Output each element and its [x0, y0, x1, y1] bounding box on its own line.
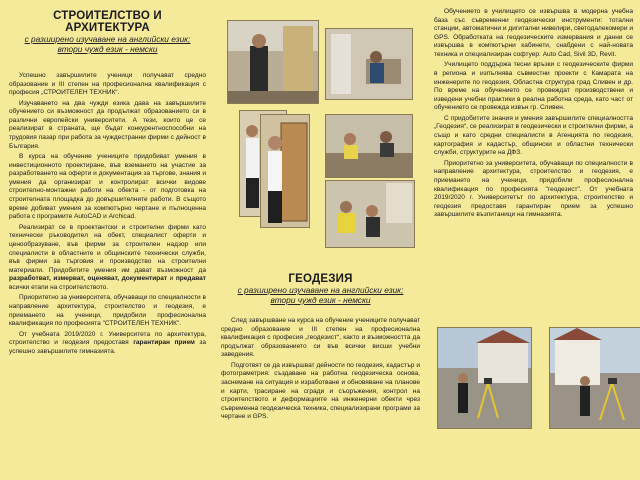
architecture-title: СТРОИТЕЛСТВО И АРХИТЕКТУРА [53, 10, 162, 34]
workshop-photo-collage [213, 0, 426, 255]
architecture-paragraph: В курса на обучение учениците придобиват умения в инвестиционното проектиране, във вземането на участие за разработването на оферти и документация за търгове, знания и умения да организират и контролират всички видове строително-монтажни работи на обекта - от подготовка на строителната площадка до довършителните работи. В същото време добиват умения за компютърно чертане и пълноценна работа с програмите AutoCAD и Archicad. [9, 153, 206, 221]
photo-student-with-panel [260, 114, 310, 228]
photo-tile-workshop [325, 28, 413, 100]
architecture-subtitle-1: с разширено изучаване на английски език; [24, 34, 191, 44]
training-paragraph: Приоритетно за университета, обучаващи по специалности в направление архитектура, строителство и геодезия, е приемането на ученици, придобили професионална квалификация по професията "геодезист". От учебната 2019/2020 г. Университетът по архитектура, строителство и геодезия предоставя гарантиран прием за успешно завършилите възпитаници на гимназията. [434, 159, 633, 219]
photo-students-classroom [325, 180, 415, 248]
photo-student-drilling [227, 20, 319, 104]
geodesy-column [213, 0, 426, 480]
training-paragraph: Училището поддържа тесни връзки с геодезическите фирми в региона и изпълнява съвместни проекти с Камарата на инженерите по геодезия, Областна структура град Сливен и др. По време на обучението се провеждат производствени и изведени учебни практики в реална работна среда, като част от обучението се провежда извън гр. Сливен. [434, 61, 633, 112]
photo-surveyor-street [437, 327, 532, 429]
architecture-subtitle-2: втори чужд език - немски [57, 44, 158, 54]
training-paragraph: Обучението в училището се извършва в модерна учебна база със съвременни геодезически инструменти: тотални станции, автоматични и дигитални нивелири, светодалекомери и GPS. Обработката на геодезическите измервания и данни се извършва в компютърни кабинети, снабдени с най-новата техника и специализиран софтуер: Auto Cad, Sivil 3D, Revit. [434, 8, 633, 58]
architecture-paragraph: Реализират се в проектантски и строителни фирми като технически ръководител на обект, специалист оферти и ценообразуване, във фирми за строителен надзор или специалисти в областните и общинските технически служби, във фирми за търговия и производство на строителни материали. Придобитите умения им дават възможност да разработват, измерват, оценяват, документират и предават всички етапи на строителството. [9, 223, 206, 291]
geodesy-subtitle-2: втори чужд език - немски [270, 295, 371, 305]
architecture-paragraph: Успешно завършилите ученици получават средно образование и III степен на професионална квалификация с професия „СТРОИТЕЛЕН ТЕХНИК“. [9, 72, 206, 97]
training-paragraph: С придобитите знания и умения завършилите специалността „Геодезия“, се реализират в геодезически и строителни фирми, а също и като средни специалисти в Агенцията по геодезия, картография и кадастър, общински и областни технически служби, структурите на ДФЗ. [434, 114, 633, 157]
survey-photos [434, 327, 634, 427]
geodesy-subtitle-1: с разширено изучаване на английски език; [237, 285, 404, 295]
geodesy-paragraph: Подготвят се да извършват дейности по геодезия, кадастър и фотограметрия: създаване на работна геодезическа основа, заснемане на ситуация и изработване и обновяване на планове и карти, трасиране на сгради и съоръжения, контрол на строителството и деформациите на инженерни обекти чрез съвременна геодезическа техника, специализирани програми за чертане и GPS. [221, 361, 420, 421]
architecture-paragraph: Приоритетно за университета, обучаващи по специалности в направление архитектура, строителство и геодезия, е приемането на ученици, придобили професионална квалификация по професията "СТРОИТЕЛЕН ТЕХНИК". [9, 294, 206, 328]
geodesy-title: ГЕОДЕЗИЯ [288, 273, 353, 285]
photo-students-at-table [325, 114, 413, 178]
architecture-paragraph: От учебната 2019/2020 г. Университета по архитектура, строителство и геодезия предоставя гарантиран прием за успешно завършилите гимназията. [9, 330, 207, 355]
architecture-column [0, 0, 213, 480]
training-column [426, 0, 640, 480]
photo-surveyor-village [549, 327, 640, 429]
architecture-paragraph: Изучаването на два чужди езика дава на завършилите обучението си възможност да продължат образованието си в различни европейски университети. А тези, които це се реализират в страната, ще бъдат конкурентноспособни на трудовия пазар при работа за чуждестранни фирми с дейност в България. [9, 99, 206, 150]
geodesy-paragraph: След завършване на курса на обучение учениците получават средно образование и III степен на професионална квалификация с професия „геодезист“, както и възможността да продължат образованието си във всички висши учебни заведения. [221, 317, 420, 359]
